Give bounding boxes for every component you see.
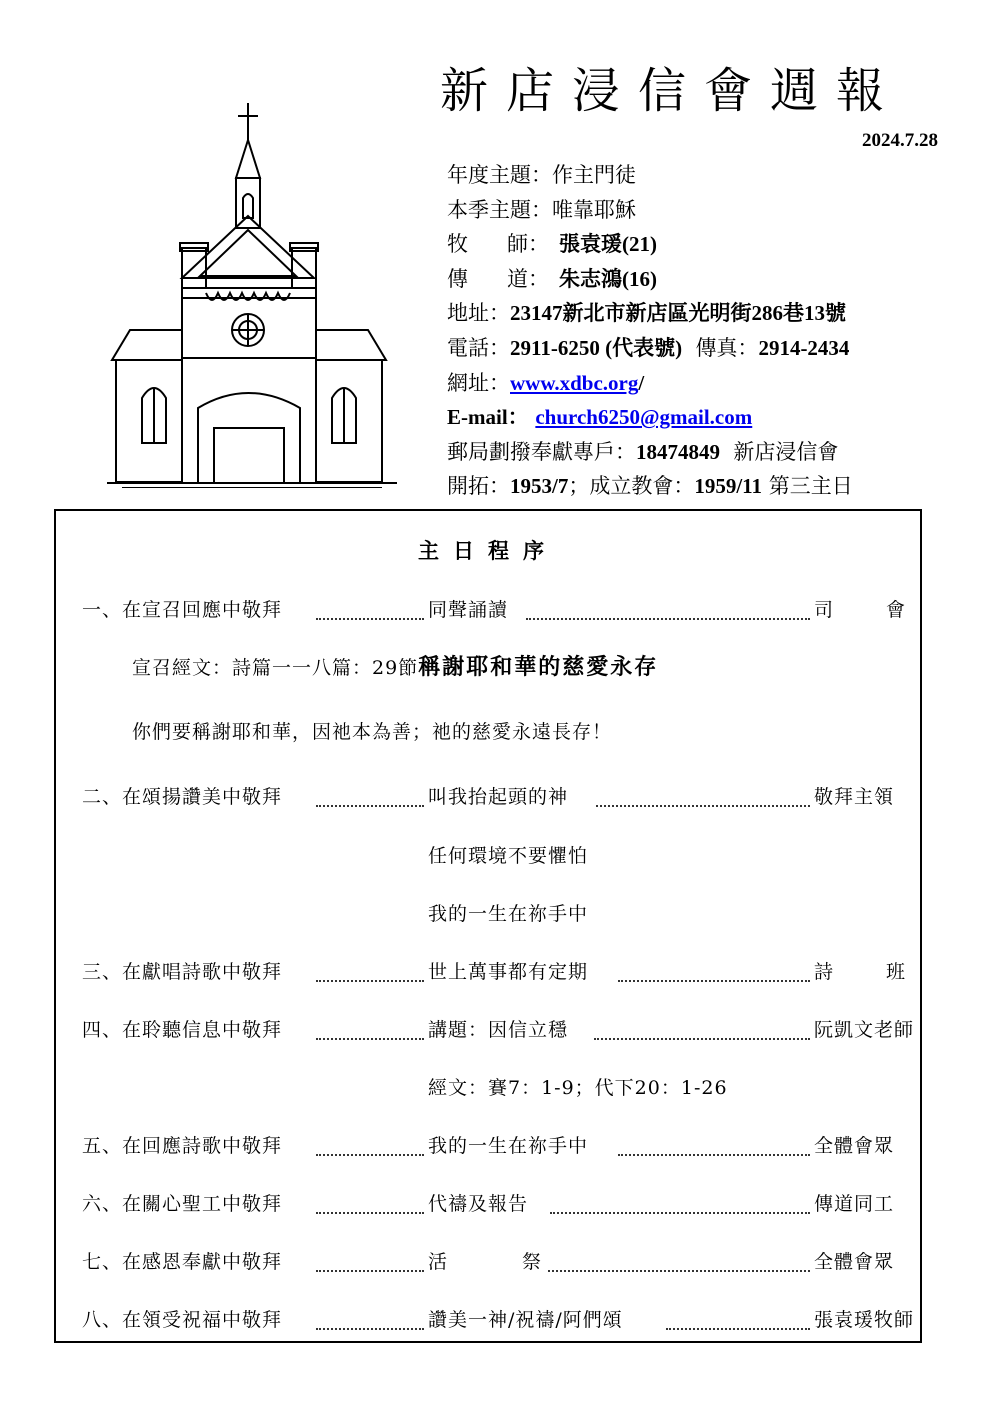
- program-item-2: [82, 781, 912, 813]
- program-item-6: [82, 1188, 912, 1220]
- church-info: [447, 158, 987, 504]
- dot-leader: [618, 1152, 810, 1156]
- pastor-value: 張袁瑗(21): [559, 232, 657, 257]
- call-verse-title: 稱謝耶和華的慈愛永存: [418, 654, 659, 680]
- item-2-leader: 敬拜主領: [814, 786, 895, 808]
- bulletin-date: 2024.7.28: [862, 130, 938, 151]
- church-illustration: [102, 98, 402, 488]
- sunday-label: 第三主日: [768, 474, 853, 499]
- fax-label: 傳真：: [695, 335, 759, 360]
- item-6-leader: 傳道同工: [814, 1193, 895, 1215]
- season-theme-value: 唯靠耶穌: [552, 197, 636, 222]
- item-5-title: 五、在回應詩歌中敬拜: [82, 1135, 283, 1157]
- bulletin-title: 新店浸信會週報: [440, 63, 903, 119]
- item-3-leader: 詩 班: [814, 961, 906, 983]
- item-1-content: 同聲誦讀: [428, 599, 509, 621]
- fax-value: 2914-2434: [758, 335, 850, 360]
- dot-leader: [316, 1268, 424, 1272]
- item-6-content: 代禱及報告: [428, 1193, 529, 1215]
- year-theme-label: 年度主題：: [447, 163, 552, 187]
- dot-leader: [618, 978, 810, 982]
- item-7-leader: 全體會眾: [814, 1251, 895, 1273]
- dot-leader: [548, 1268, 810, 1272]
- email-link[interactable]: church6250@gmail.com: [535, 405, 753, 430]
- dot-leader: [316, 1210, 424, 1214]
- song-3: 我的一生在祢手中: [428, 903, 589, 925]
- preacher-value: 朱志鴻(16): [559, 266, 657, 291]
- web-suffix: /: [638, 370, 645, 395]
- phone: [447, 331, 987, 366]
- program-item-4: [82, 1014, 915, 1046]
- pastor-label: 牧 師：: [447, 232, 549, 257]
- year-theme-value: 作主門徒: [552, 163, 636, 187]
- song-2: 任何環境不要懼怕: [428, 845, 589, 867]
- item-1-leader: 司 會: [814, 599, 906, 621]
- established-value: 1959/11: [694, 474, 763, 499]
- founded-value: 1953/7: [510, 474, 569, 499]
- item-8-leader: 張袁瑗牧師: [814, 1309, 915, 1331]
- postal-name: 新店浸信會: [733, 439, 839, 464]
- email: [447, 400, 987, 435]
- website-link[interactable]: www.xdbc.org: [510, 370, 639, 395]
- program-box: [54, 509, 922, 1343]
- call-verse: [132, 651, 658, 684]
- address-value: 23147新北市新店區光明街286巷13號: [510, 301, 846, 326]
- dot-leader: [316, 803, 424, 807]
- season-theme-label: 本季主題：: [447, 197, 552, 222]
- item-4-content: 講題：因信立穩: [428, 1019, 569, 1041]
- season-theme: [447, 193, 987, 228]
- dot-leader: [316, 1326, 424, 1330]
- call-verse-text: 你們要稱謝耶和華，因祂本為善；祂的慈愛永遠長存！: [132, 721, 613, 743]
- address: [447, 296, 987, 331]
- item-6-title: 六、在關心聖工中敬拜: [82, 1193, 283, 1215]
- item-4-title: 四、在聆聽信息中敬拜: [82, 1019, 283, 1041]
- item-2-title: 二、在頌揚讚美中敬拜: [82, 786, 283, 808]
- dot-leader: [316, 1036, 424, 1040]
- dot-leader: [596, 803, 810, 807]
- phone-value: 2911-6250 (代表號): [510, 335, 683, 360]
- year-theme: [447, 158, 987, 193]
- program-item-8: [82, 1304, 915, 1336]
- program-item-7: [82, 1246, 912, 1278]
- founding: [447, 469, 987, 504]
- dot-leader: [550, 1210, 810, 1214]
- item-7-content: 活 祭: [428, 1251, 542, 1273]
- postal-number: 18474849: [636, 439, 720, 464]
- dot-leader: [594, 1036, 810, 1040]
- postal-label: 郵局劃撥奉獻專戶：: [447, 439, 636, 464]
- founded-label: 開拓：: [447, 474, 510, 499]
- web-label: 網址：: [447, 370, 510, 395]
- postal-account: [447, 435, 987, 470]
- address-label: 地址：: [447, 301, 510, 326]
- dot-leader: [526, 616, 810, 620]
- dot-leader: [316, 1152, 424, 1156]
- item-8-content: 讚美一神/祝禱/阿們頌: [428, 1309, 623, 1331]
- dot-leader: [316, 616, 424, 620]
- item-7-title: 七、在感恩奉獻中敬拜: [82, 1251, 283, 1273]
- phone-label: 電話：: [447, 335, 510, 360]
- preacher-label: 傳 道：: [447, 266, 549, 291]
- program-item-3: [82, 956, 912, 988]
- item-5-leader: 全體會眾: [814, 1135, 895, 1157]
- program-item-1: [82, 594, 912, 626]
- item-4-leader: 阮凱文老師: [814, 1019, 915, 1041]
- dot-leader: [316, 978, 424, 982]
- call-verse-ref: 宣召經文：詩篇一一八篇：29節: [132, 657, 419, 679]
- item-2-content: 叫我抬起頭的神: [428, 786, 569, 808]
- dot-leader: [666, 1326, 810, 1330]
- scripture: 經文：賽7：1-9；代下20：1-26: [428, 1077, 728, 1099]
- preacher: [447, 262, 987, 297]
- program-item-5: [82, 1130, 912, 1162]
- pastor: [447, 227, 987, 262]
- item-5-content: 我的一生在祢手中: [428, 1135, 589, 1157]
- item-3-content: 世上萬事都有定期: [428, 961, 589, 983]
- email-label: E-mail：: [447, 405, 529, 430]
- established-label: ；成立教會：: [568, 474, 695, 499]
- item-8-title: 八、在領受祝福中敬拜: [82, 1309, 283, 1331]
- item-1-title: 一、在宣召回應中敬拜: [82, 599, 283, 621]
- program-title: 主日程序: [418, 538, 558, 563]
- website: [447, 366, 987, 401]
- item-3-title: 三、在獻唱詩歌中敬拜: [82, 961, 283, 983]
